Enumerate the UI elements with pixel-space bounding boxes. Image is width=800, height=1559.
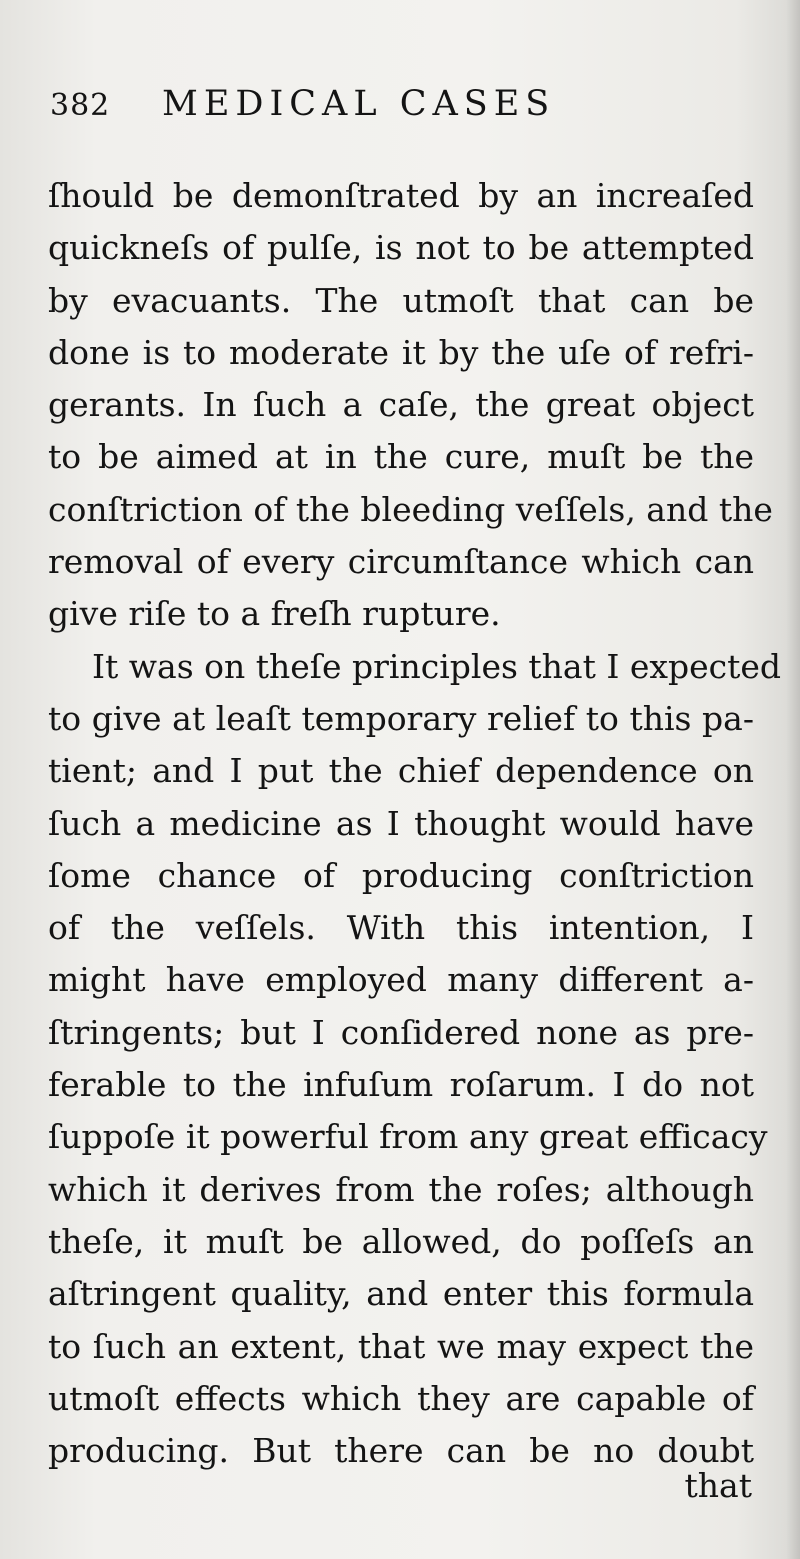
paragraph	[48, 641, 782, 1478]
text-line: to ſuch an extent, that we may expect the	[48, 1326, 754, 1366]
text-line: ferable to the infuſum roſarum. I do not	[48, 1065, 754, 1105]
text-line: of the veſſels. With this intention, I	[48, 908, 754, 948]
text-line: to be aimed at in the cure, muſt be the	[48, 437, 754, 477]
text-line: ſuch a medicine as I thought would have	[48, 803, 754, 843]
page-number: 382	[50, 88, 111, 123]
text-line: tient; and I put the chief dependence on	[48, 751, 754, 791]
text-line: conſtriction of the bleeding veſſels, and the	[48, 489, 773, 529]
text-line: It was on theſe principles that I expected	[92, 646, 782, 686]
text-line: utmoſt effects which they are capable of	[48, 1378, 754, 1418]
text-line: aſtringent quality, and enter this formula	[48, 1274, 754, 1314]
page-edge-shadow	[786, 0, 800, 1559]
text-line: ſtringents; but I conſidered none as pre-	[48, 1012, 754, 1052]
text-line: give riſe to a freſh rupture.	[48, 594, 501, 634]
text-line: ſhould be demonſtrated by an increaſed	[48, 176, 754, 215]
text-line: removal of every circumſtance which can	[48, 542, 754, 582]
text-line: quickneſs of pulſe, is not to be attempted	[48, 228, 754, 268]
text-line: ſome chance of producing conſtriction	[48, 855, 754, 895]
page-header	[50, 82, 650, 132]
text-line: gerants. In ſuch a caſe, the great object	[48, 385, 754, 425]
catchword: that	[684, 1466, 752, 1505]
text-line: by evacuants. The utmoſt that can be	[48, 280, 754, 320]
text-line: theſe, it muſt be allowed, do poſſeſs an	[48, 1221, 754, 1261]
text-line: which it derives from the roſes; although	[48, 1169, 754, 1209]
text-line: producing. But there can be no doubt	[48, 1431, 754, 1471]
paragraph	[48, 170, 773, 641]
text-line: might have employed many different a-	[48, 960, 754, 1000]
text-line: done is to moderate it by the uſe of refri-	[48, 332, 754, 372]
running-head: MEDICAL CASES	[162, 84, 556, 124]
text-line: ſuppoſe it powerful from any great efficacy	[48, 1117, 768, 1157]
text-line: to give at leaſt temporary relief to this pa-	[48, 698, 754, 738]
body-text	[48, 170, 782, 1477]
